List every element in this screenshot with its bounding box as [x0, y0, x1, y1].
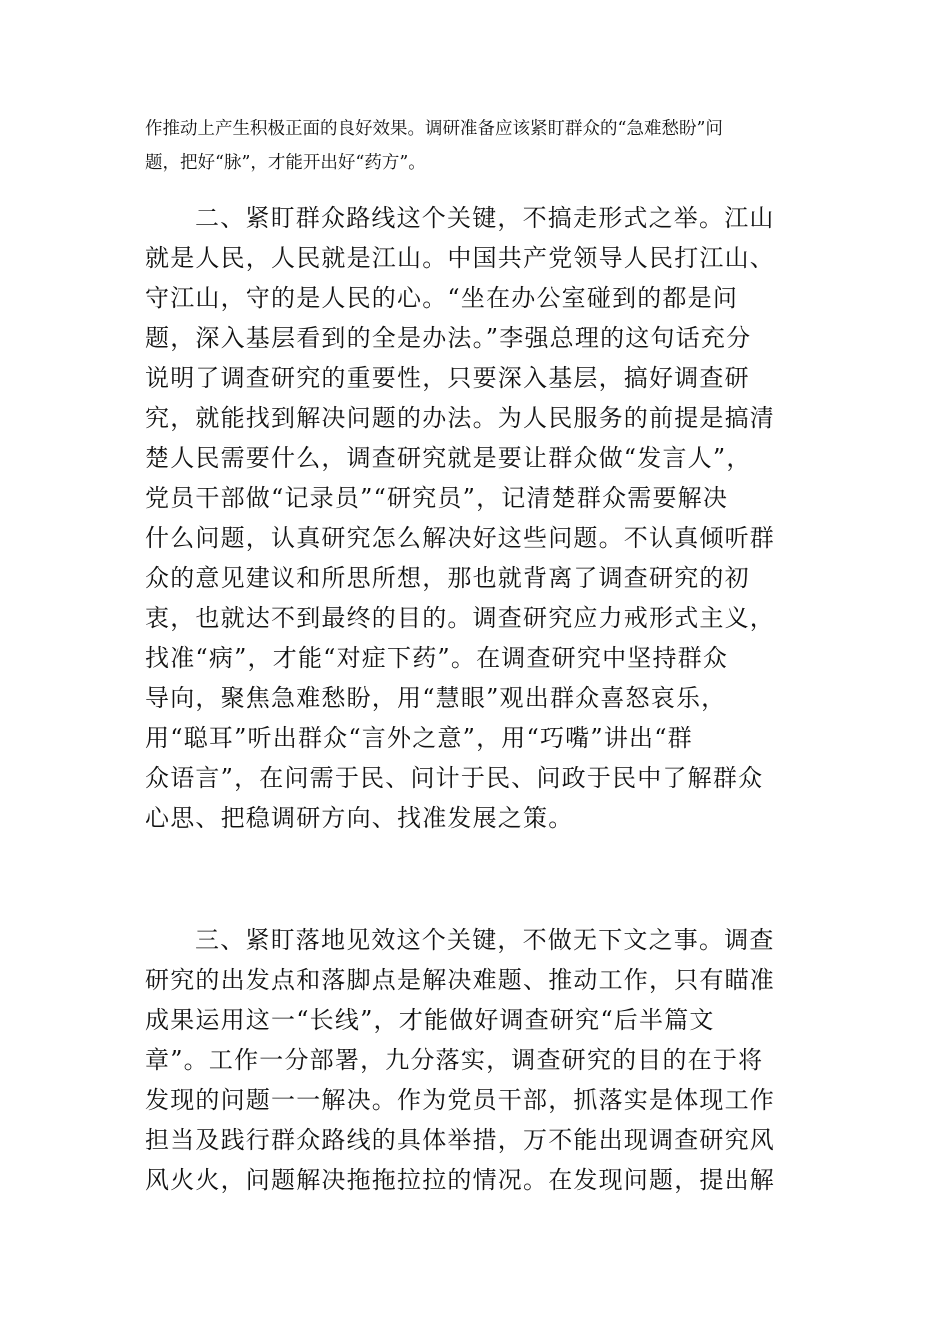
text-line: 发现的问题一一解决。作为党员干部，抓落实是体现工作 — [145, 1086, 775, 1114]
text-line: 众语言”，在问需于民、问计于民、问政于民中了解群众 — [145, 764, 764, 792]
text-line: 风火火，问题解决拖拖拉拉的情况。在发现问题，提出解 — [145, 1166, 775, 1194]
paragraph-3 — [145, 920, 825, 1200]
paragraph-1-continuation — [145, 112, 815, 180]
text-line: 章”。工作一分部署，九分落实，调查研究的目的在于将 — [145, 1046, 764, 1074]
text-line: 衷，也就达不到最终的目的。调查研究应力戒形式主义， — [145, 604, 775, 632]
text-line: 三、紧盯落地见效这个关键，不做无下文之事。调查 — [195, 926, 775, 954]
text-line: 众的意见建议和所思所想，那也就背离了调查研究的初 — [145, 564, 750, 592]
text-line: 用“聪耳”听出群众“言外之意”，用“巧嘴”讲出“群 — [145, 724, 693, 752]
text-line: 说明了调查研究的重要性，只要深入基层，搞好调查研 — [145, 364, 750, 392]
text-line: 导向，聚焦急难愁盼，用“慧眼”观出群众喜怒哀乐， — [145, 684, 727, 712]
text-line: 作推动上产生积极正面的良好效果。调研准备应该紧盯群众的“急难愁盼”问 — [145, 119, 723, 139]
text-line: 楚人民需要什么，调查研究就是要让群众做“发言人”， — [145, 444, 752, 472]
text-line: 党员干部做“记录员”“研究员”，记清楚群众需要解决 — [145, 484, 729, 512]
text-line: 研究的出发点和落脚点是解决难题、推动工作，只有瞄准 — [145, 966, 775, 994]
text-line: 心思、把稳调研方向、找准发展之策。 — [145, 804, 574, 832]
text-line: 题，深入基层看到的全是办法。”李强总理的这句话充分 — [145, 324, 752, 352]
text-line: 成果运用这一“长线”，才能做好调查研究“后半篇文 — [145, 1006, 715, 1034]
text-line: 究，就能找到解决问题的办法。为人民服务的前提是搞清 — [145, 404, 775, 432]
paragraph-2 — [145, 198, 825, 838]
text-line: 担当及践行群众路线的具体举措，万不能出现调查研究风 — [145, 1126, 775, 1154]
text-line: 守江山，守的是人民的心。“坐在办公室碰到的都是问 — [145, 284, 739, 312]
text-line: 题，把好“脉”，才能开出好“药方”。 — [145, 153, 426, 173]
text-line: 二、紧盯群众路线这个关键，不搞走形式之举。江山 — [195, 204, 775, 232]
text-line: 就是人民，人民就是江山。中国共产党领导人民打江山、 — [145, 244, 775, 272]
text-line: 什么问题，认真研究怎么解决好这些问题。不认真倾听群 — [145, 524, 775, 552]
text-line: 找准“病”，才能“对症下药”。在调查研究中坚持群众 — [145, 644, 729, 672]
